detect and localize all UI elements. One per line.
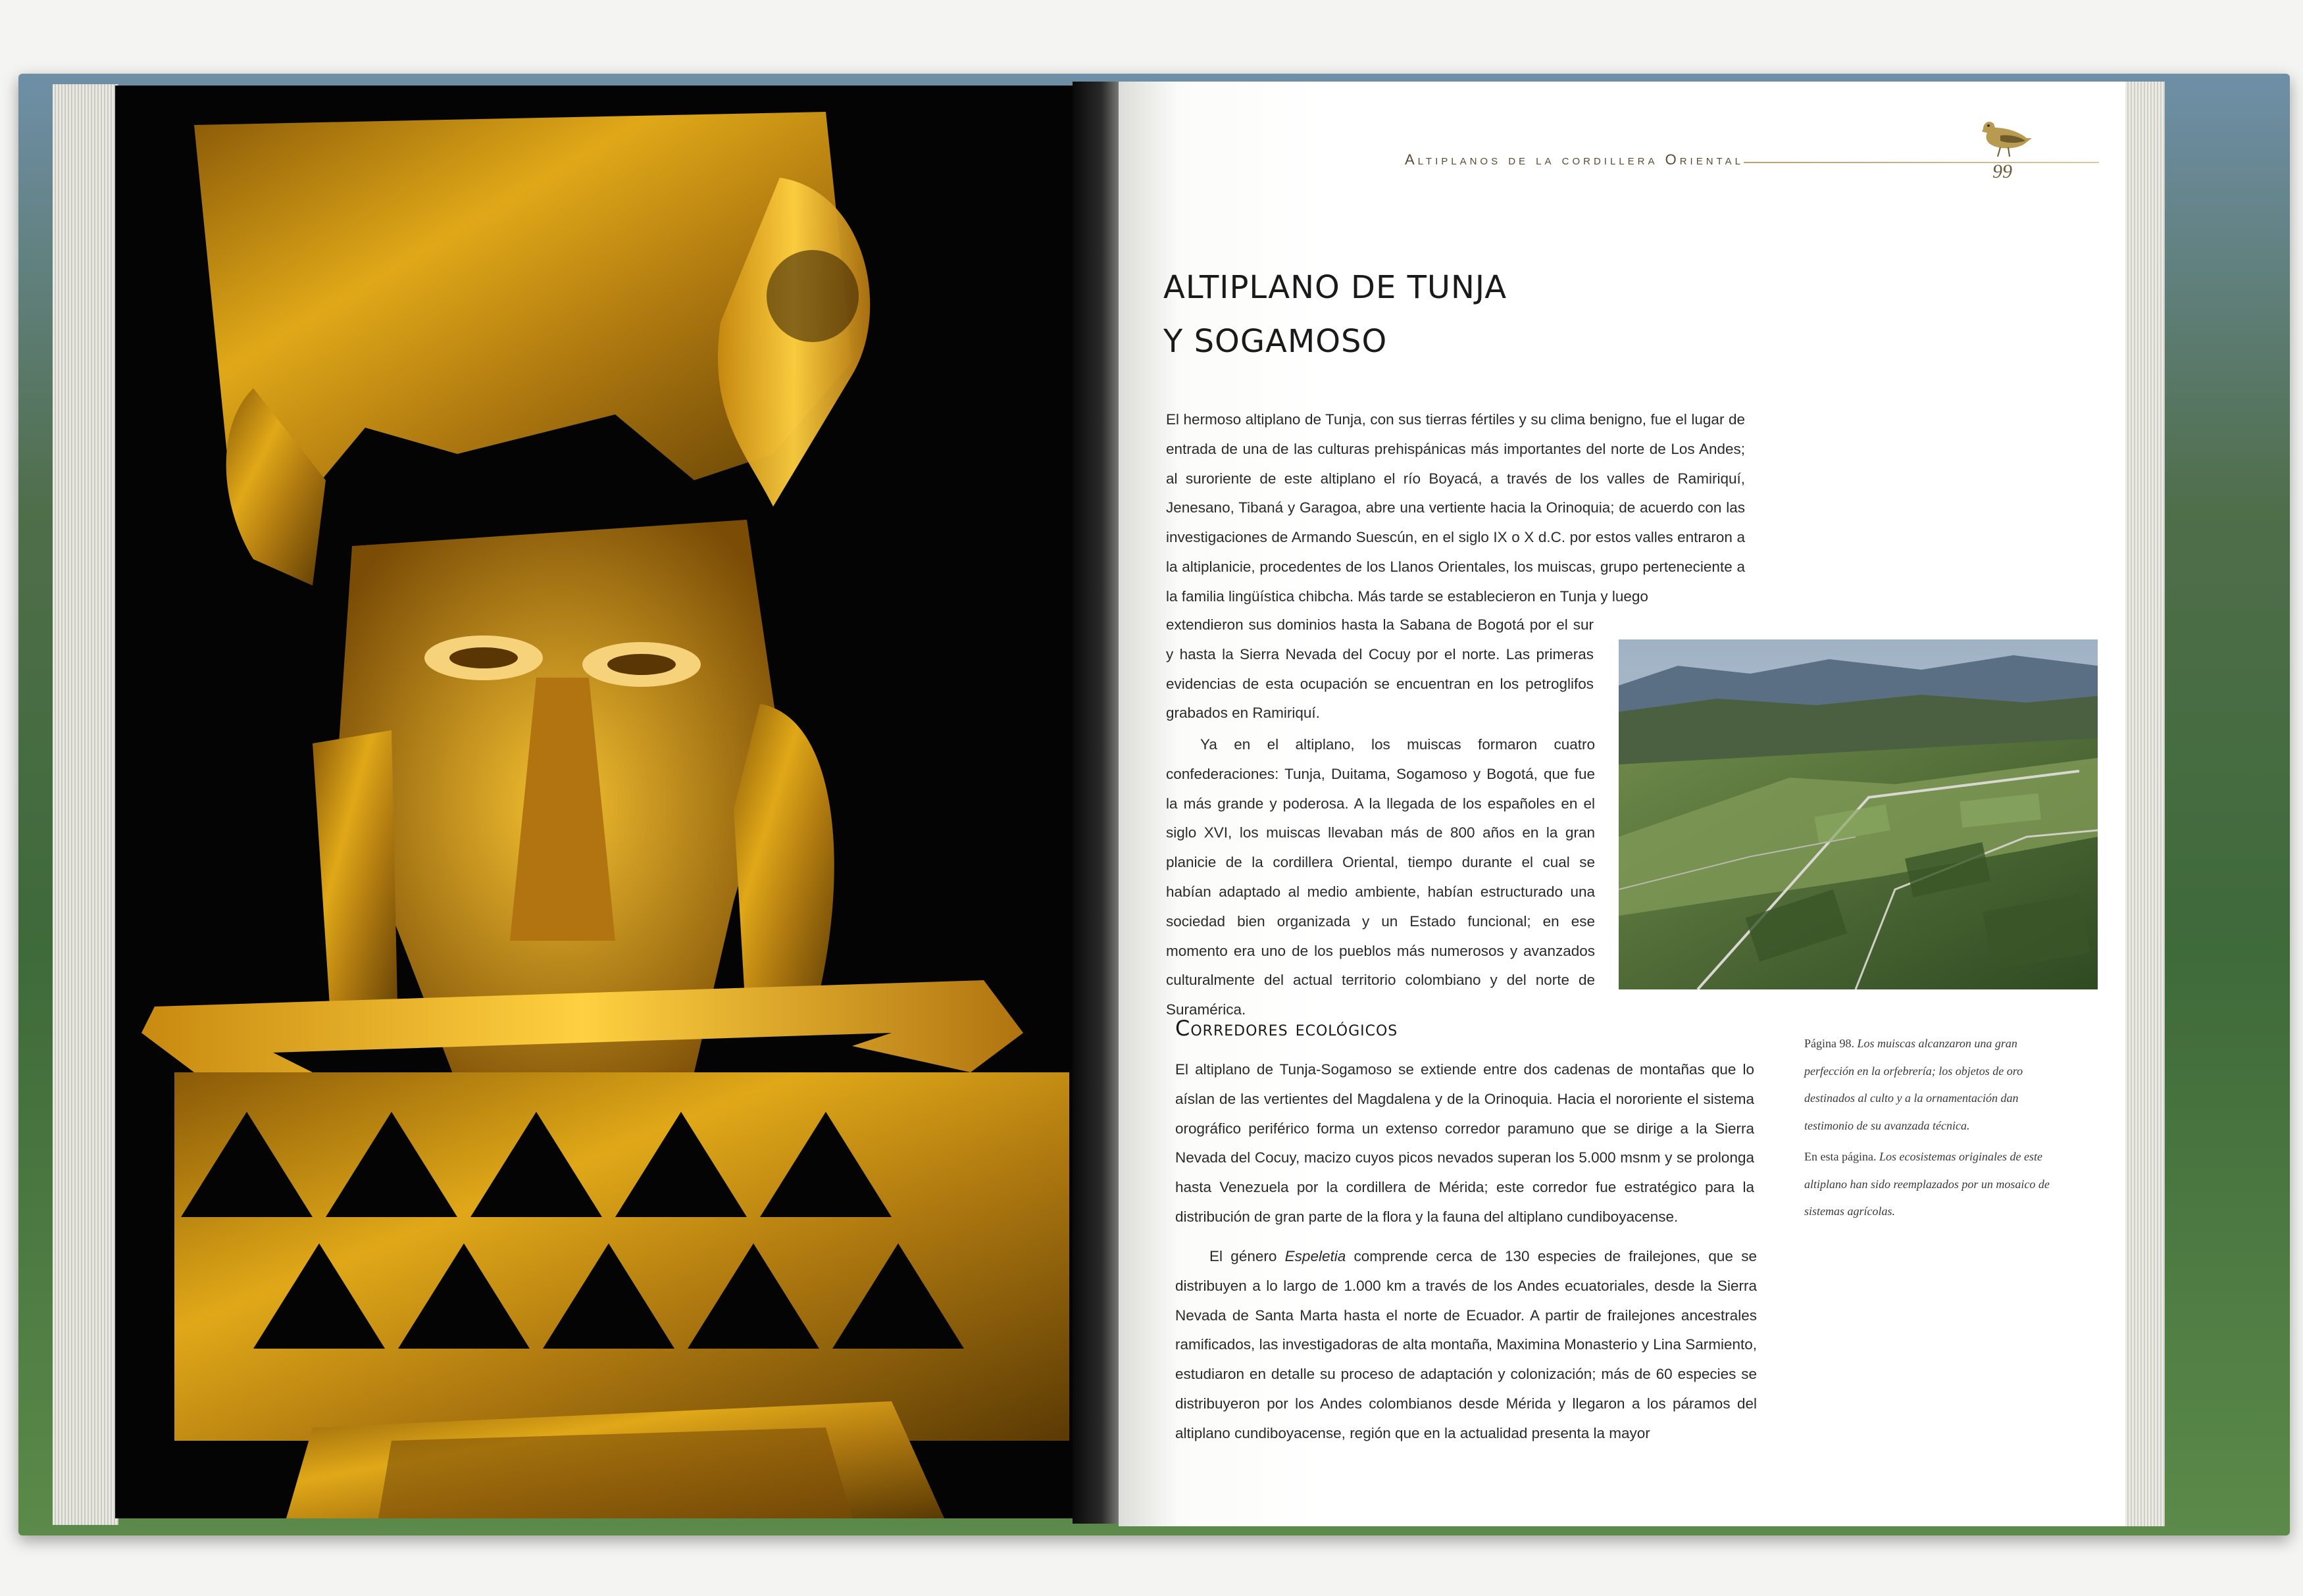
- paragraph-1-continued: [1166, 611, 1594, 728]
- running-head: Altiplanos de la cordillera Oriental: [1405, 151, 1744, 168]
- paragraph-1: [1166, 405, 1745, 612]
- running-head-rule: [1744, 162, 2099, 163]
- title-line-1: ALTIPLANO DE TUNJA: [1163, 269, 1507, 306]
- paragraph-4-text: [1175, 1242, 1757, 1449]
- caption-1: [1804, 1030, 2054, 1139]
- paragraph-4-text-a: El género: [1209, 1248, 1285, 1264]
- gold-artifact-image: [115, 86, 1076, 1518]
- paragraph-3: [1175, 1055, 1754, 1232]
- paragraph-2: [1166, 730, 1595, 1025]
- photo-captions: [1804, 1030, 2054, 1230]
- page-number: 99: [1992, 161, 2012, 182]
- paragraph-4-text-b: comprende cerca de 130 especies de frailejones, que se distribuyen a lo largo de 1.000 km a través de los Andes ecuatoriales, desde la Sierra Nevada de Santa Marta hasta el norte de Ecuador. A partir de frailejones ancestrales ramificados, las investigadoras de alta montaña, Maximina Monasterio y Lina Sarmiento, estudiaron en detalle su proceso de adaptación y colonización; más de 60 especies se distribuyeron por los Andes colombianos desde Mérida y llegaron a los páramos del altiplano cundiboyacense, región que en la actualidad presenta la mayor: [1175, 1248, 1757, 1441]
- left-page-photo: [115, 86, 1076, 1518]
- paragraph-2-text: Ya en el altiplano, los muiscas formaron cuatro confederaciones: Tunja, Duitama, Sogamoso y Bogotá, que fue la más grande y poderosa. A la llegada de los españoles en el siglo XVI, los muiscas llevaban más de 800 años en la gran planicie de la cordillera Oriental, tiempo durante el cual se habían adaptado al medio ambiente, habían estructurado una sociedad bien organizada y un Estado funcional; en ese momento era uno de los pueblos más numerosos y avanzados culturalmente del actual territorio colombiano y del norte de Suramérica.: [1166, 736, 1595, 1018]
- caption-2: [1804, 1143, 2054, 1226]
- caption-1-text: Los muiscas alcanzaron una gran perfección en la orfebrería; los objetos de oro destinados al culto y a la ornamentación dan testimonio de su avanzada técnica.: [1804, 1037, 2023, 1132]
- duck-icon: [1974, 116, 2033, 159]
- paragraph-1-continued-text: extendieron sus dominios hasta la Sabana de Bogotá por el sur y hasta la Sierra Nevada del Cocuy por el norte. Las primeras evidencias de esta ocupación se encuentran en los petroglifos grabados en Ramiriquí.: [1166, 616, 1594, 722]
- altiplano-aerial-photo: [1619, 639, 2098, 989]
- genus-name: Espeletia: [1284, 1248, 1346, 1264]
- paragraph-4: [1175, 1242, 1757, 1449]
- chapter-title: [1163, 261, 1624, 368]
- paragraph-1-text: El hermoso altiplano de Tunja, con sus tierras fértiles y su clima benigno, fue el lugar de entrada de una de las culturas prehispánicas más importantes del norte de Los Andes; al suroriente de este altiplano el río Boyacá, a través de los valles de Ramiriquí, Jenesano, Tibaná y Garagoa, abre una vertiente hacia la Orinoquia; de acuerdo con las investigaciones de Armando Suescún, en el siglo IX o X d.C. por estos valles entraron a la altiplanicie, procedentes de los Llanos Orientales, los muiscas, grupo perteneciente a la familia lingüística chibcha. Más tarde se establecieron en Tunja y luego: [1166, 411, 1745, 605]
- title-line-2: Y SOGAMOSO: [1163, 323, 1388, 360]
- left-page-edges: [53, 84, 118, 1525]
- aerial-landscape-image: [1619, 639, 2098, 989]
- section-subheading: Corredores ecológicos: [1175, 1016, 1398, 1041]
- caption-2-lead: En esta página.: [1804, 1150, 1877, 1163]
- caption-1-lead: Página 98.: [1804, 1037, 1854, 1050]
- caption-2-text: Los ecosistemas originales de este altiplano han sido reemplazados por un mosaico de sistemas agrícolas.: [1804, 1150, 2050, 1218]
- paragraph-3-text: El altiplano de Tunja-Sogamoso se extiende entre dos cadenas de montañas que lo aíslan de las vertientes del Magdalena y de la Orinoquia. Hacia el nororiente el sistema orográfico periférico forma un extenso corredor paramuno que se dirige a la Sierra Nevada del Cocuy, macizo cuyos picos nevados superan los 5.000 msnm y se prolonga hasta Venezuela por la cordillera de Mérida; este corredor fue estratégico para la distribución de gran parte de la flora y la fauna del altiplano cundiboyacense.: [1175, 1061, 1754, 1225]
